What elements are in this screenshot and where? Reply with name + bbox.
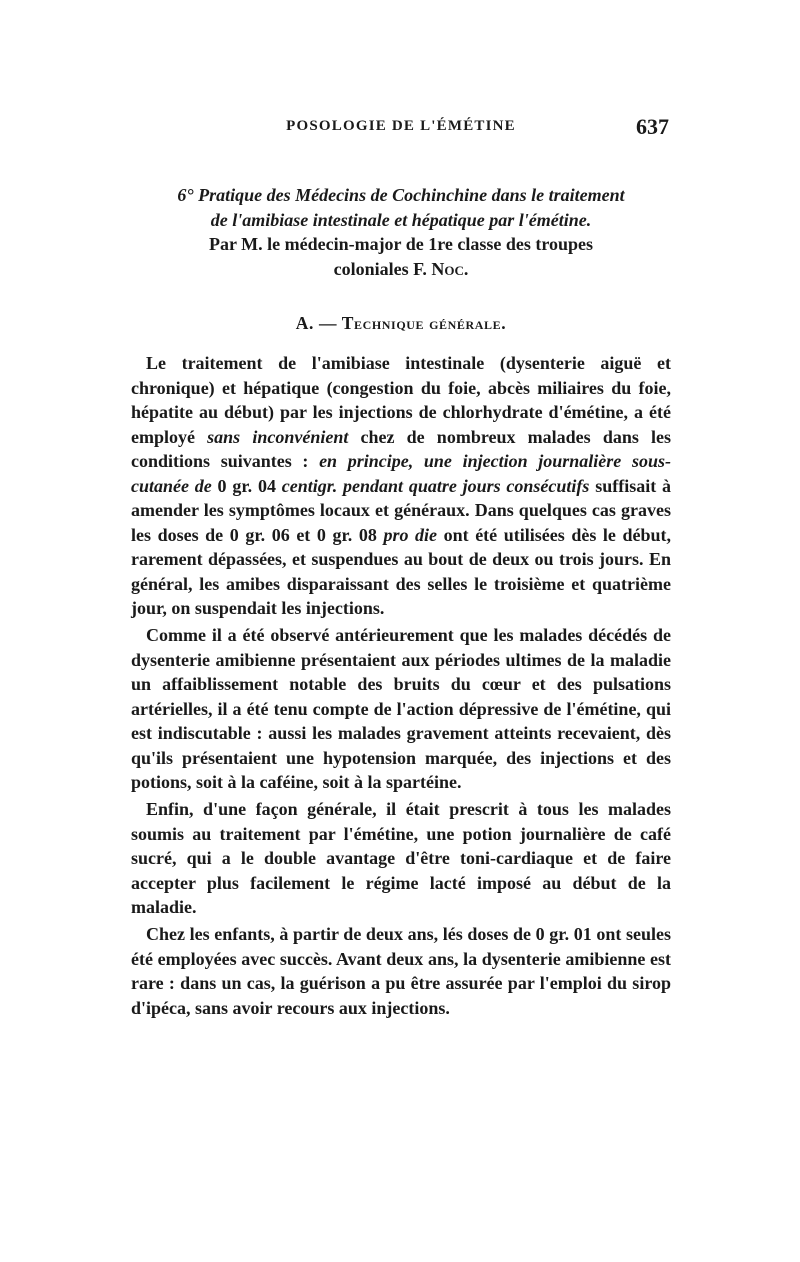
paragraph-1-italic-1: sans inconvénient (207, 426, 349, 447)
author-affiliation: coloniales F. (333, 258, 432, 279)
paragraph-1 (131, 351, 671, 621)
paragraph-1-italic-3: centigr. pendant quatre jours consécutifs (281, 475, 590, 496)
article-title-line-2: de l'amibiase intestinale et hépatique par l'émétine. (210, 209, 592, 230)
paragraph-1-text-4: suffisait à amender les symptômes locaux et généraux. Dans quelques cas graves les doses de 0 gr. 06 et 0 gr. 08 (131, 475, 671, 545)
running-header (131, 114, 671, 144)
paragraph-1-text-1: Le traitement de l'amibiase intestinale (dysenterie aiguë et chronique) et hépatique (congestion du foie, abcès miliaires du foie, hépatite au début) par les injections de chlorhydrate d'émétine, a été employé (131, 353, 671, 447)
paragraph-2: Comme il a été observé antérieurement que les malades décédés de dysenterie amibienne présentaient aux périodes ultimes de la maladie un affaiblissement notable des bruits du cœur et des pulsations artérielles, il a été tenu compte de l'action dépressive de l'émétine, qui est indiscutable : aussi les malades gravement atteints recevaient, dès qu'ils présentaient une hypotension marquée, des injections et des potions, soit à la caféine, soit à la spartéine. (131, 625, 671, 792)
paragraph-1-text-3: 0 gr. 04 (211, 475, 282, 496)
section-title: A. — Technique générale. (295, 313, 507, 333)
author-name: Noc. (431, 258, 469, 279)
article-title-line-1: 6° Pratique des Médecins de Cochinchine dans le traitement (177, 185, 625, 205)
running-title: POSOLOGIE DE L'ÉMÉTINE (286, 118, 516, 134)
paragraph-3: Enfin, d'une façon générale, il était prescrit à tous les malades soumis au traitement par l'émétine, une potion journalière de café sucré, qui a le double avantage d'être toni-cardiaque et de faire accepter plus facilement le régime lacté imposé au début de la maladie. (131, 799, 671, 917)
paragraph-4: Chez les enfants, à partir de deux ans, lés doses de 0 gr. 01 ont seules été employées avec succès. Avant deux ans, la dysenterie amibienne est rare : dans un cas, la guérison a pu être assurée par l'emploi du sirop d'ipéca, sans avoir recours aux injections. (131, 924, 671, 1018)
paragraph-1-text-2: chez de nombreux malades dans les conditions suivantes : (131, 426, 671, 471)
article-heading (131, 183, 671, 281)
page-number: 637 (636, 114, 669, 139)
body-text (131, 351, 671, 1023)
author-line-2 (131, 257, 671, 282)
paragraph-1-italic-2: en principe, une injection journalière sous-cutanée de (131, 451, 671, 496)
paragraph-1-text-5: ont été utilisées dès le début, rarement dépassées, et suspendues au bout de deux ou trois jours. En général, les amibes disparaissant des selles le troisième et quatrième jour, on suspendait les injections. (131, 524, 671, 618)
author-line-1: Par M. le médecin-major de 1re classe des troupes (208, 234, 594, 254)
paragraph-1-italic-4: pro die (383, 524, 438, 545)
